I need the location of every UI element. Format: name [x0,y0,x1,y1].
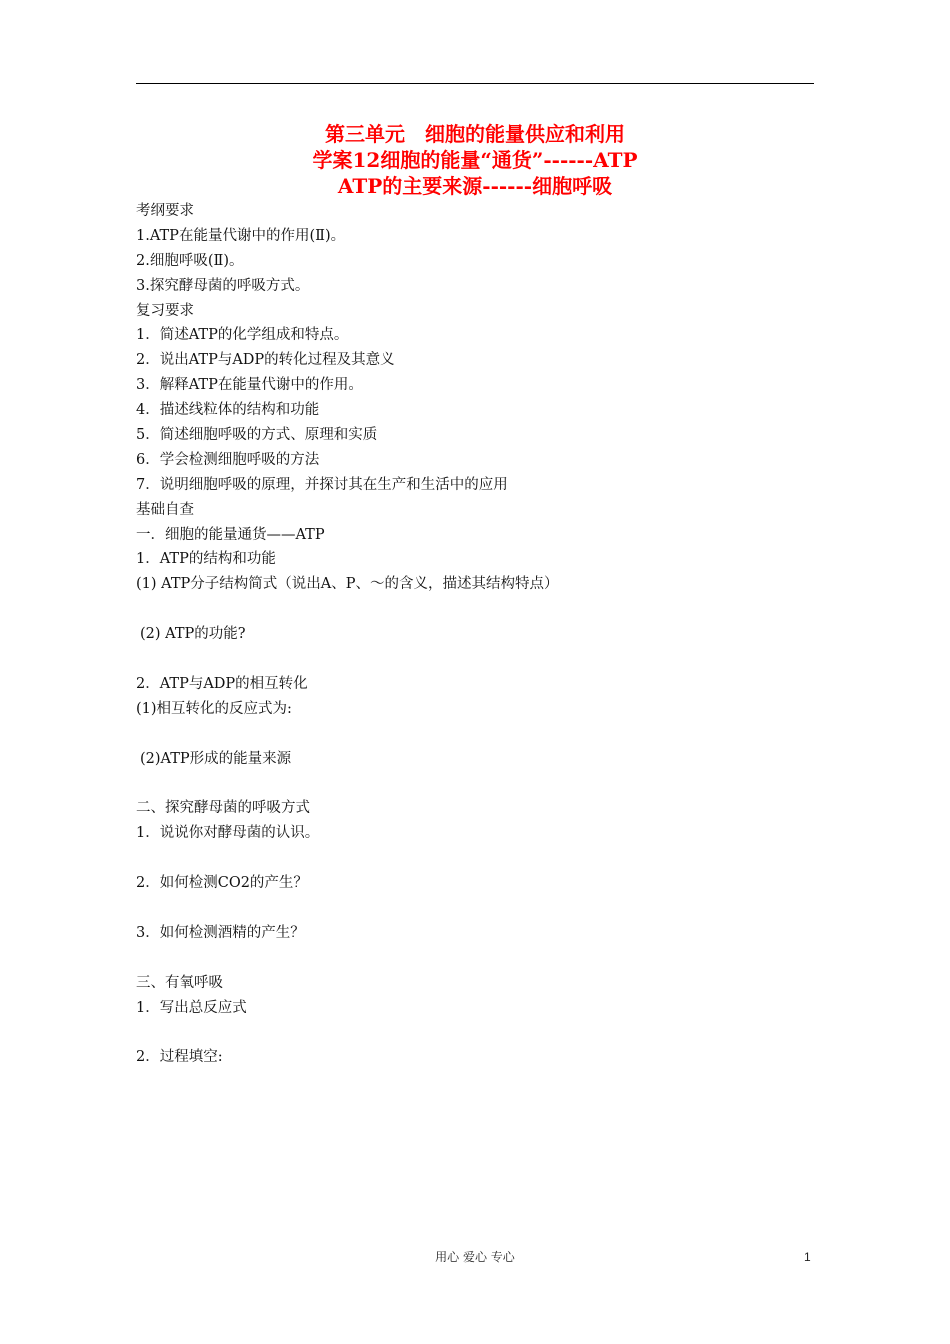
review-item: 4．描述线粒体的结构和功能 [136,402,320,419]
question-energy-source: (2)ATP形成的能量来源 [140,750,292,767]
subsection-atp-adp: 2．ATP与ADP的相互转化 [136,675,308,692]
title-line-unit: 第三单元 细胞的能量供应和利用 [325,122,625,146]
basics-heading: 基础自查 [136,501,194,518]
answer-space [136,1020,814,1045]
question-process-fill: 2．过程填空: [136,1049,223,1066]
question-reaction: (1)相互转化的反应式为: [136,700,292,717]
question-alcohol: 3．如何检测酒精的产生？ [136,924,305,941]
document-title [136,121,814,199]
question-atp-function: (2) ATP的功能? [140,626,246,643]
footer-motto: 用心 爱心 专心 [435,1250,515,1264]
title-line-topic: ATP的主要来源------细胞呼吸 [337,174,613,198]
syllabus-heading: 考纲要求 [136,203,194,219]
syllabus-item: 3.探究酵母菌的呼吸方式。 [136,277,310,294]
answer-space [136,771,814,796]
document-body [136,199,814,1070]
section-heading-aerobic: 三、有氧呼吸 [136,974,223,991]
question-atp-formula: (1) ATP分子结构简式（说出A、P、～的含义，描述其结构特点） [136,576,559,593]
question-total-reaction: 1．写出总反应式 [136,999,247,1016]
section-heading-atp: 一．细胞的能量通货——ATP [136,526,325,543]
review-item: 1．简述ATP的化学组成和特点。 [136,327,349,344]
answer-space [136,722,814,747]
review-heading: 复习要求 [136,302,194,319]
answer-space [136,647,814,672]
review-item: 6．学会检测细胞呼吸的方法 [136,451,320,468]
answer-space [136,846,814,871]
answer-space [136,946,814,971]
answer-space [136,597,814,622]
page-number: 1 [804,1250,811,1264]
subsection-atp-structure: 1．ATP的结构和功能 [136,551,276,568]
section-heading-yeast: 二、探究酵母菌的呼吸方式 [136,800,310,817]
header-rule [136,83,814,84]
syllabus-item: 2.细胞呼吸(Ⅱ)。 [136,252,244,269]
review-item: 2．说出ATP与ADP的转化过程及其意义 [136,352,395,369]
syllabus-item: 1.ATP在能量代谢中的作用(Ⅱ)。 [136,227,346,244]
question-yeast: 1．说说你对酵母菌的认识。 [136,825,320,842]
review-item: 3．解释ATP在能量代谢中的作用。 [136,377,363,394]
answer-space [136,896,814,921]
review-item: 5．简述细胞呼吸的方式、原理和实质 [136,427,378,444]
question-co2: 2．如何检测CO2的产生？ [136,875,308,892]
title-line-lesson: 学案12细胞的能量“通货”------ATP [312,148,638,172]
review-item: 7．说明细胞呼吸的原理，并探讨其在生产和生活中的应用 [136,476,508,493]
